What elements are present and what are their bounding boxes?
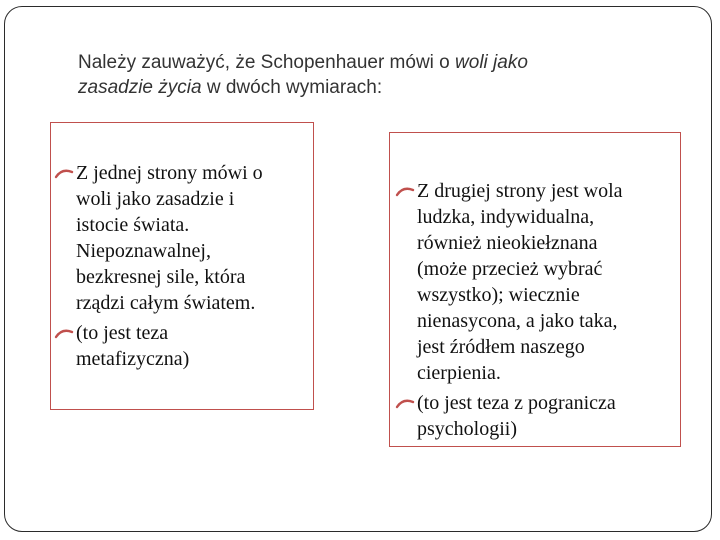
right-bullet-2 [393,390,693,442]
arc-bullet-icon [52,160,76,186]
intro-em1: woli jako [455,52,528,73]
left-bullet-2-line-2: metafizyczna) [76,348,190,370]
arc-bullet-icon [393,178,417,204]
left-bullet-1-line-4: Niepoznawalnej, [76,240,211,262]
left-bullet-1-line-5: bezkresnej sile, która [76,266,246,288]
arc-bullet-icon [52,320,76,346]
right-bullet-1 [393,178,693,386]
intro-part2: w dwóch wymiarach: [201,77,383,98]
left-bullet-1-line-6: rządzi całym światem. [76,292,256,314]
right-bullet-2-line-1: (to jest teza z pogranicza [417,392,616,414]
left-bullet-2 [52,320,322,372]
intro-em2: zasadzie życia [78,77,202,98]
intro-part1: Należy zauważyć, że Schopenhauer mówi o [78,52,456,73]
intro-text [78,50,658,100]
right-bullet-1-line-5: wszystko); wiecznie [417,284,580,306]
left-bullet-1-line-3: istocie świata. [76,214,190,236]
arc-bullet-icon [393,390,417,416]
left-bullet-1-line-2: woli jako zasadzie i [76,188,235,210]
right-bullet-1-line-3: również nieokiełznana [417,232,598,254]
left-bullet-1 [52,160,322,316]
right-bullet-1-line-1: Z drugiej strony jest wola [417,180,623,202]
left-bullet-2-line-1: (to jest teza [76,322,169,344]
right-bullet-2-line-2: psychologii) [417,418,517,440]
left-bullet-1-line-1: Z jednej strony mówi o [76,162,263,184]
right-bullet-1-line-7: jest źródłem naszego [417,336,585,358]
right-bullet-1-line-8: cierpienia. [417,362,501,384]
right-bullet-1-line-6: nienasycona, a jako taka, [417,310,618,332]
right-bullet-1-line-2: ludzka, indywidualna, [417,206,595,228]
right-bullet-1-line-4: (może przecież wybrać [417,258,603,280]
